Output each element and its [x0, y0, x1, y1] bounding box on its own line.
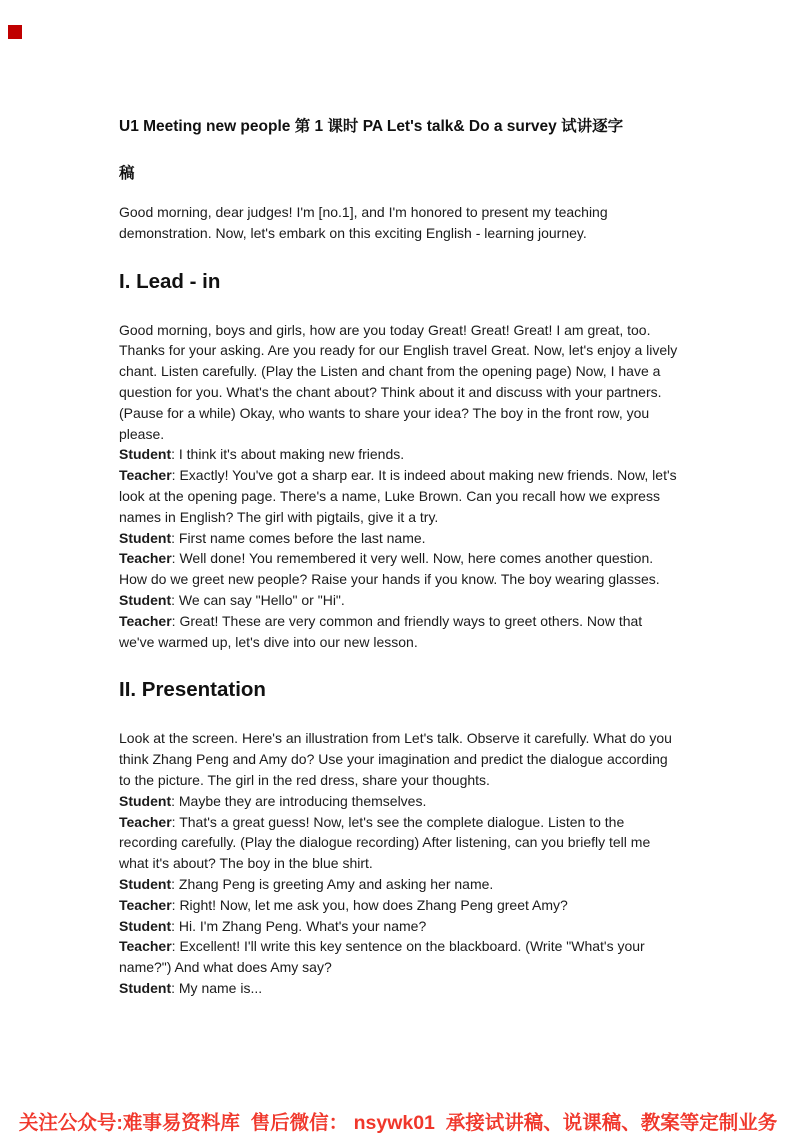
dialogue-text: : First name comes before the last name.: [171, 529, 426, 546]
dialogue-text: : Right! Now, let me ask you, how does Zhang Peng greet Amy?: [171, 896, 568, 913]
paragraph: Look at the screen. Here's an illustration from Let's talk. Observe it carefully. What do you think Zhang Peng and Amy do? Use your imagination and predict the dialogue according to the picture. The girl in the red dress, share your thoughts.: [119, 730, 672, 788]
dialogue-text: : Great! These are very common and friendly ways to greet others. Now that we've warmed up, let's dive into our new lesson.: [119, 612, 643, 650]
speaker-label: Teacher: [119, 550, 172, 567]
document-title: [119, 103, 679, 197]
dialogue-text: : Well done! You remembered it very well. Now, here comes another question. How do we greet new people? Raise your hands if you know. The boy wearing glasses.: [119, 550, 660, 588]
speaker-label: Student: [119, 792, 172, 809]
dialogue-text: : That's a great guess! Now, let's see the complete dialogue. Listen to the recording carefully. (Play the dialogue recording) After listening, can you briefly tell me what it's about? The boy in the blue shirt.: [119, 813, 651, 872]
intro-paragraph: [119, 202, 679, 244]
dialogue-text: : We can say "Hello" or "Hi".: [171, 591, 345, 608]
section-body-lead-in: [119, 320, 679, 653]
dialogue-line: [119, 895, 679, 916]
dialogue-text: : Maybe they are introducing themselves.: [171, 792, 427, 809]
section-heading-presentation: II. Presentation: [119, 678, 266, 702]
speaker-label: Teacher: [119, 612, 172, 629]
dialogue-line: [119, 465, 679, 527]
paragraph: Good morning, boys and girls, how are you today Great! Great! Great! I am great, too. Thanks for your asking. Are you ready for our English travel Great. Now, let's enjoy a lively chant. Listen carefully. (Play the Listen and chant from the opening page) Now, I have a question for you. What's the chant about? Think about it and discuss with your partners. (Pause for a while) Okay, who wants to share your idea? The boy in the front row, you please.: [119, 321, 678, 442]
speaker-label: Teacher: [119, 938, 172, 955]
dialogue-text: : I think it's about making new friends.: [171, 446, 405, 463]
document-title-line-2: 稿: [119, 165, 135, 182]
document-title-line-1: U1 Meeting new people 第 1 课时 PA Let's talk& Do a survey 试讲逐字: [119, 118, 624, 135]
speaker-label: Student: [119, 979, 172, 996]
dialogue-text: : Zhang Peng is greeting Amy and asking her name.: [171, 875, 494, 892]
document-content: [119, 103, 679, 999]
speaker-label: Student: [119, 591, 172, 608]
dialogue-line: [119, 444, 679, 465]
dialogue-text: : My name is...: [171, 979, 263, 996]
dialogue-line: [119, 791, 679, 812]
dialogue-line: [119, 528, 679, 549]
section-heading-lead-in: I. Lead - in: [119, 269, 221, 293]
footer-watermark-banner: [8, 1084, 793, 1136]
dialogue-line: [119, 590, 679, 611]
speaker-label: Student: [119, 917, 172, 934]
dialogue-line: [119, 916, 679, 937]
speaker-label: Student: [119, 875, 172, 892]
speaker-label: Teacher: [119, 813, 172, 830]
dialogue-line: [119, 611, 679, 653]
speaker-label: Teacher: [119, 896, 172, 913]
dialogue-text: : Hi. I'm Zhang Peng. What's your name?: [171, 917, 427, 934]
speaker-label: Student: [119, 446, 172, 463]
dialogue-line: [119, 548, 679, 590]
footer-watermark-text: 关注公众号:难事易资料库 售后微信： nsywk01 承接试讲稿、说课稿、教案等定制业务: [18, 1112, 778, 1134]
red-square-watermark: [8, 25, 22, 39]
dialogue-line: [119, 812, 679, 874]
intro-text: Good morning, dear judges! I'm [no.1], and I'm honored to present my teaching demonstration. Now, let's embark on this exciting English - learning journey.: [119, 204, 608, 241]
speaker-label: Teacher: [119, 467, 172, 484]
section-body-presentation: [119, 728, 679, 998]
dialogue-line: [119, 978, 679, 999]
dialogue-line: [119, 874, 679, 895]
dialogue-line: [119, 936, 679, 978]
dialogue-text: : Excellent! I'll write this key sentence on the blackboard. (Write "What's your name?") And what does Amy say?: [119, 938, 645, 976]
dialogue-text: : Exactly! You've got a sharp ear. It is indeed about making new friends. Now, let's look at the opening page. There's a name, Luke Brown. Can you recall how we express names in English? The girl with pigtails, give it a try.: [119, 467, 677, 525]
speaker-label: Student: [119, 529, 172, 546]
